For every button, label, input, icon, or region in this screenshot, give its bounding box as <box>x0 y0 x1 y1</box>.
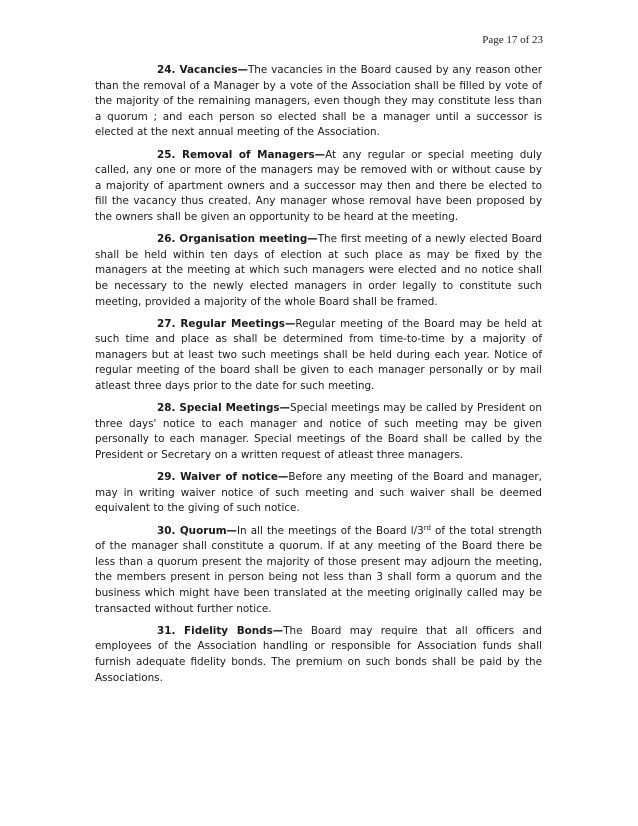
section-title: 25. Removal of Managers— <box>157 148 326 161</box>
section-title: 31. Fidelity Bonds— <box>157 624 284 637</box>
section-quorum <box>95 524 542 618</box>
section-text: In all the meetings of the Board l/3 <box>236 524 424 537</box>
section-text: Before any meeting of the Board and manager, may in writing waiver notice of such meeting and such waiver shall be deemed equivalent to the giving of such notice. <box>95 471 542 515</box>
section-text: Regular meeting of the Board may be held at such time and place as shall be determined from time-to-time by a majority of managers but at least two such meetings shall be held during each year. Notice of regular meeting of the board shall be given to each manager personally or by mail atleast three days prior to the date for such meeting. <box>95 317 542 393</box>
section-text: The Board may require that all officers and employees of the Association handling or responsible for Association funds shall furnish adequate fidelity bonds. The premium on such bonds shall be paid by the Associations. <box>95 624 542 684</box>
section-title: 28. Special Meetings— <box>157 402 290 415</box>
section-text-continued: of the total strength of the manager shall constitute a quorum. If at any meeting of the Board there be less than a quorum present the majority of those present may adjourn the meeting, the members present in person being not less than 3 shall form a quorum and the business which might have been translated at the meeting originally called may be transacted without further notice. <box>95 524 542 615</box>
section-text: Special meetings may be called by President on three days' notice to each manager and notice of such meeting may be given personally to each manager. Special meetings of the Board shall be called by the President or Secretary on a written request of atleast three managers. <box>95 402 542 462</box>
section-title: 24. Vacancies— <box>157 64 248 76</box>
section-fidelity-bonds <box>95 624 542 686</box>
ordinal-superscript: rd <box>423 523 431 532</box>
section-special-meetings <box>95 401 542 463</box>
page-number: Page 17 of 23 <box>482 34 543 46</box>
section-waiver-of-notice <box>95 470 542 517</box>
section-title: 30. Quorum— <box>157 524 237 537</box>
section-text: At any regular or special meeting duly called, any one or more of the managers may be removed with or without cause by a majority of apartment owners and a successor may then and there be elected to fill the vacancy thus created. Any manager whose removal have been proposed by the owners shall be given an opportunity to be heard at the meeting. <box>95 148 542 223</box>
document-body <box>95 63 542 693</box>
section-vacancies <box>95 63 542 141</box>
section-title: 27. Regular Meetings— <box>157 317 296 330</box>
section-title: 29. Waiver of notice— <box>157 471 289 484</box>
section-text: The vacancies in the Board caused by any reason other than the removal of a Manager by a vote of the Association shall be filled by vote of the majority of the remaining managers, even though they may constitute less than a quorum ; and each person so elected shall be a manager until a successor is elected at the next annual meeting of the Association. <box>95 64 542 139</box>
section-text: The first meeting of a newly elected Board shall be held within ten days of election at such place as may be fixed by the managers at the meeting at which such managers were elected and no notice shall be necessary to the newly elected managers in order legally to constitute such meeting, provided a majority of the whole Board shall be framed. <box>95 233 542 308</box>
section-removal-of-managers <box>95 148 542 226</box>
section-title: 26. Organisation meeting— <box>157 233 318 246</box>
section-regular-meetings <box>95 317 542 395</box>
section-organisation-meeting <box>95 232 542 310</box>
